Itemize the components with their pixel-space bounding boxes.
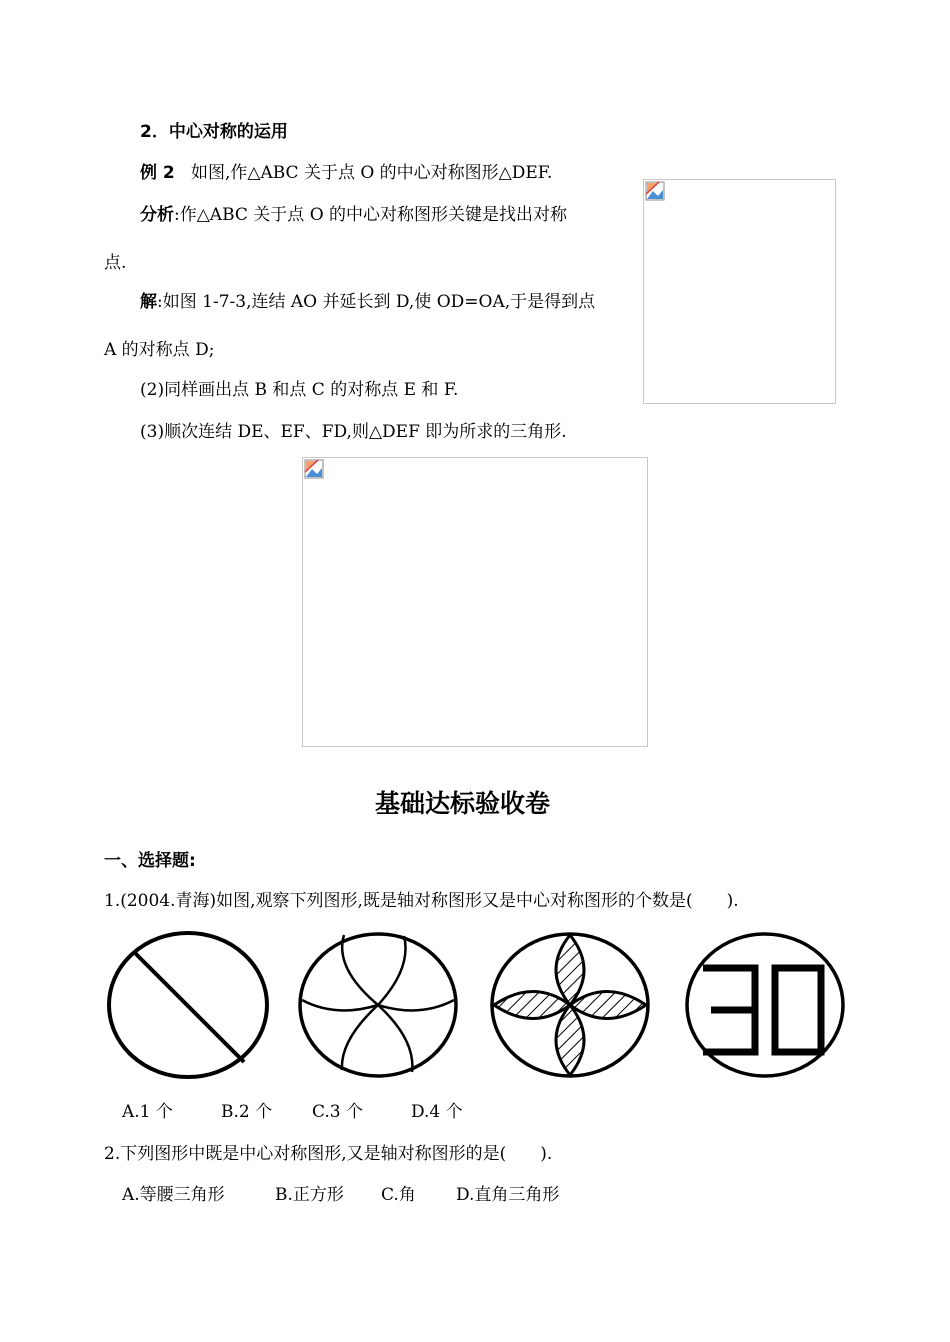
analysis-text-1: :作△ABC 关于点 O 的中心对称图形关键是找出对称 bbox=[174, 205, 568, 225]
figure-placeholder-right bbox=[643, 179, 836, 404]
figure-circle-hatched-cross bbox=[486, 930, 654, 1080]
part-heading: 一、选择题: bbox=[104, 851, 196, 871]
solution-text-1: :如图 1-7-3,连结 AO 并延长到 D,使 OD=OA,于是得到点 bbox=[157, 292, 596, 312]
example-line bbox=[140, 162, 552, 184]
q1-option-b: B.2 个 bbox=[221, 1102, 273, 1122]
solution-line-2: A 的对称点 D; bbox=[104, 340, 215, 360]
q2-option-a: A.等腰三角形 bbox=[122, 1185, 225, 1205]
solution-line-1 bbox=[140, 291, 595, 313]
q1-option-d: D.4 个 bbox=[411, 1102, 463, 1122]
analysis-line-1 bbox=[140, 204, 567, 226]
example-label: 例 2 bbox=[140, 163, 175, 183]
broken-image-icon bbox=[304, 459, 324, 479]
figure-circle-trefoil bbox=[294, 930, 462, 1080]
section-heading: 2．中心对称的运用 bbox=[140, 122, 288, 142]
question-1-text: 1.(2004.青海)如图,观察下列图形,既是轴对称图形又是中心对称图形的个数是( ). bbox=[104, 891, 739, 911]
solution-step-2: (2)同样画出点 B 和点 C 的对称点 E 和 F. bbox=[140, 380, 459, 400]
quiz-title: 基础达标验收卷 bbox=[375, 789, 551, 818]
example-text: 如图,作△ABC 关于点 O 的中心对称图形△DEF. bbox=[190, 163, 553, 183]
question-2-text: 2.下列图形中既是中心对称图形,又是轴对称图形的是( ). bbox=[104, 1144, 553, 1164]
analysis-label: 分析 bbox=[140, 205, 174, 225]
q2-option-c: C.角 bbox=[381, 1185, 416, 1205]
q1-option-a: A.1 个 bbox=[122, 1102, 173, 1122]
q2-option-d: D.直角三角形 bbox=[456, 1185, 560, 1205]
q2-option-b: B.正方形 bbox=[275, 1185, 344, 1205]
analysis-line-2: 点. bbox=[104, 253, 127, 273]
figure-circle-diameter bbox=[104, 930, 272, 1080]
solution-step-3: (3)顺次连结 DE、EF、FD,则△DEF 即为所求的三角形. bbox=[140, 422, 567, 442]
figure-circle-thirty bbox=[681, 930, 849, 1080]
broken-image-icon bbox=[645, 181, 665, 201]
figure-placeholder-center bbox=[302, 457, 648, 747]
solution-label: 解 bbox=[140, 292, 157, 312]
q1-option-c: C.3 个 bbox=[312, 1102, 364, 1122]
